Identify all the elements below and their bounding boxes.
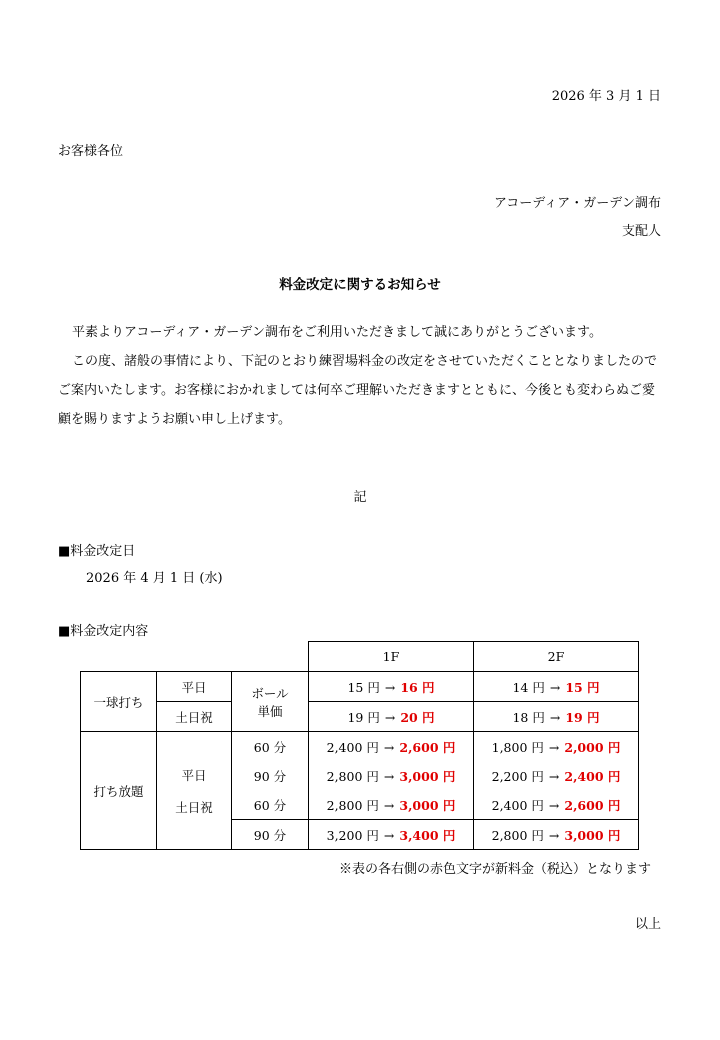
page-title: 料金改定に関するお知らせ	[279, 277, 441, 293]
arrow-icon: →	[548, 797, 560, 813]
fee-table	[80, 641, 639, 850]
table-header-row	[81, 642, 639, 672]
ball-unit-label-line1: ボール	[251, 685, 289, 701]
price-cell	[309, 672, 474, 702]
revision-content-heading: ■料金改定内容	[58, 624, 149, 639]
arrow-icon: →	[384, 679, 396, 695]
new-price: 2,400 円	[564, 768, 621, 784]
new-price: 2,600 円	[564, 797, 621, 813]
arrow-icon: →	[549, 679, 561, 695]
arrow-icon: →	[383, 827, 395, 843]
new-price: 16 円	[400, 679, 435, 695]
notice-body	[58, 318, 666, 434]
unlimited-weekday: 平日	[157, 732, 232, 791]
price-cell	[309, 761, 474, 790]
new-price: 3,000 円	[399, 768, 456, 784]
arrow-icon: →	[383, 739, 395, 755]
table-row	[81, 790, 639, 820]
price-cell	[309, 702, 474, 732]
old-price: 2,400 円	[491, 797, 544, 813]
new-price: 2,000 円	[564, 739, 621, 755]
floor-2-header: 2F	[474, 642, 639, 672]
revision-date-heading: ■料金改定日	[58, 544, 136, 559]
arrow-icon: →	[549, 709, 561, 725]
per-ball-weekend: 土日祝	[157, 702, 232, 732]
table-row	[81, 672, 639, 702]
sender-company: アコーディア・ガーデン調布	[493, 196, 661, 211]
old-price: 18 円	[512, 709, 545, 725]
new-price: 3,400 円	[399, 827, 456, 843]
table-row	[81, 732, 639, 762]
unlimited-label: 打ち放題	[81, 732, 157, 850]
per-ball-weekday: 平日	[157, 672, 232, 702]
price-cell	[474, 732, 639, 762]
notice-date: 2026 年 3 月 1 日	[551, 89, 661, 104]
ball-unit-label-line2: 単価	[257, 703, 283, 719]
per-ball-label: 一球打ち	[81, 672, 157, 732]
old-price: 3,200 円	[326, 827, 379, 843]
new-price: 15 円	[565, 679, 600, 695]
ki-heading: 記	[353, 490, 367, 505]
new-price: 20 円	[400, 709, 435, 725]
arrow-icon: →	[384, 709, 396, 725]
old-price: 2,800 円	[491, 827, 544, 843]
duration-cell: 90 分	[232, 761, 309, 790]
floor-1-header: 1F	[309, 642, 474, 672]
new-price: 19 円	[565, 709, 600, 725]
old-price: 19 円	[347, 709, 380, 725]
duration-cell: 60 分	[232, 790, 309, 820]
body-paragraph-2: この度、諸般の事情により、下記のとおり練習場料金の改定をさせていただくこととなりましたのでご案内いたします。お客様におかれましては何卒ご理解いただきますとともに、今後とも変わらぬご愛顧を賜りますようお願い申し上げます。	[58, 354, 658, 427]
old-price: 2,800 円	[326, 768, 379, 784]
price-cell	[309, 820, 474, 850]
price-cell	[474, 702, 639, 732]
header-blank-cell	[81, 642, 309, 672]
body-paragraph-1: 平素よりアコーディア・ガーデン調布をご利用いただきまして誠にありがとうございます。	[72, 325, 603, 340]
arrow-icon: →	[383, 797, 395, 813]
price-cell	[474, 761, 639, 790]
price-cell	[309, 790, 474, 820]
recipient: お客様各位	[58, 144, 124, 159]
old-price: 2,800 円	[326, 797, 379, 813]
new-price: 3,000 円	[399, 797, 456, 813]
duration-cell: 90 分	[232, 820, 309, 850]
closing: 以上	[634, 917, 661, 932]
arrow-icon: →	[548, 768, 560, 784]
old-price: 15 円	[347, 679, 380, 695]
price-cell	[474, 790, 639, 820]
old-price: 1,800 円	[491, 739, 544, 755]
table-row	[81, 702, 639, 732]
ball-unit-price-label	[232, 672, 309, 732]
unlimited-weekend: 土日祝	[157, 790, 232, 850]
new-price: 2,600 円	[399, 739, 456, 755]
arrow-icon: →	[383, 768, 395, 784]
new-price: 3,000 円	[564, 827, 621, 843]
arrow-icon: →	[548, 827, 560, 843]
price-cell	[474, 820, 639, 850]
price-cell	[309, 732, 474, 762]
old-price: 14 円	[512, 679, 545, 695]
sender-title: 支配人	[621, 224, 661, 239]
old-price: 2,400 円	[326, 739, 379, 755]
arrow-icon: →	[548, 739, 560, 755]
duration-cell: 60 分	[232, 732, 309, 762]
old-price: 2,200 円	[491, 768, 544, 784]
price-cell	[474, 672, 639, 702]
table-note: ※表の各右側の赤色文字が新料金（税込）となります	[338, 862, 651, 877]
revision-date-value: 2026 年 4 月 1 日 (水)	[86, 571, 223, 586]
